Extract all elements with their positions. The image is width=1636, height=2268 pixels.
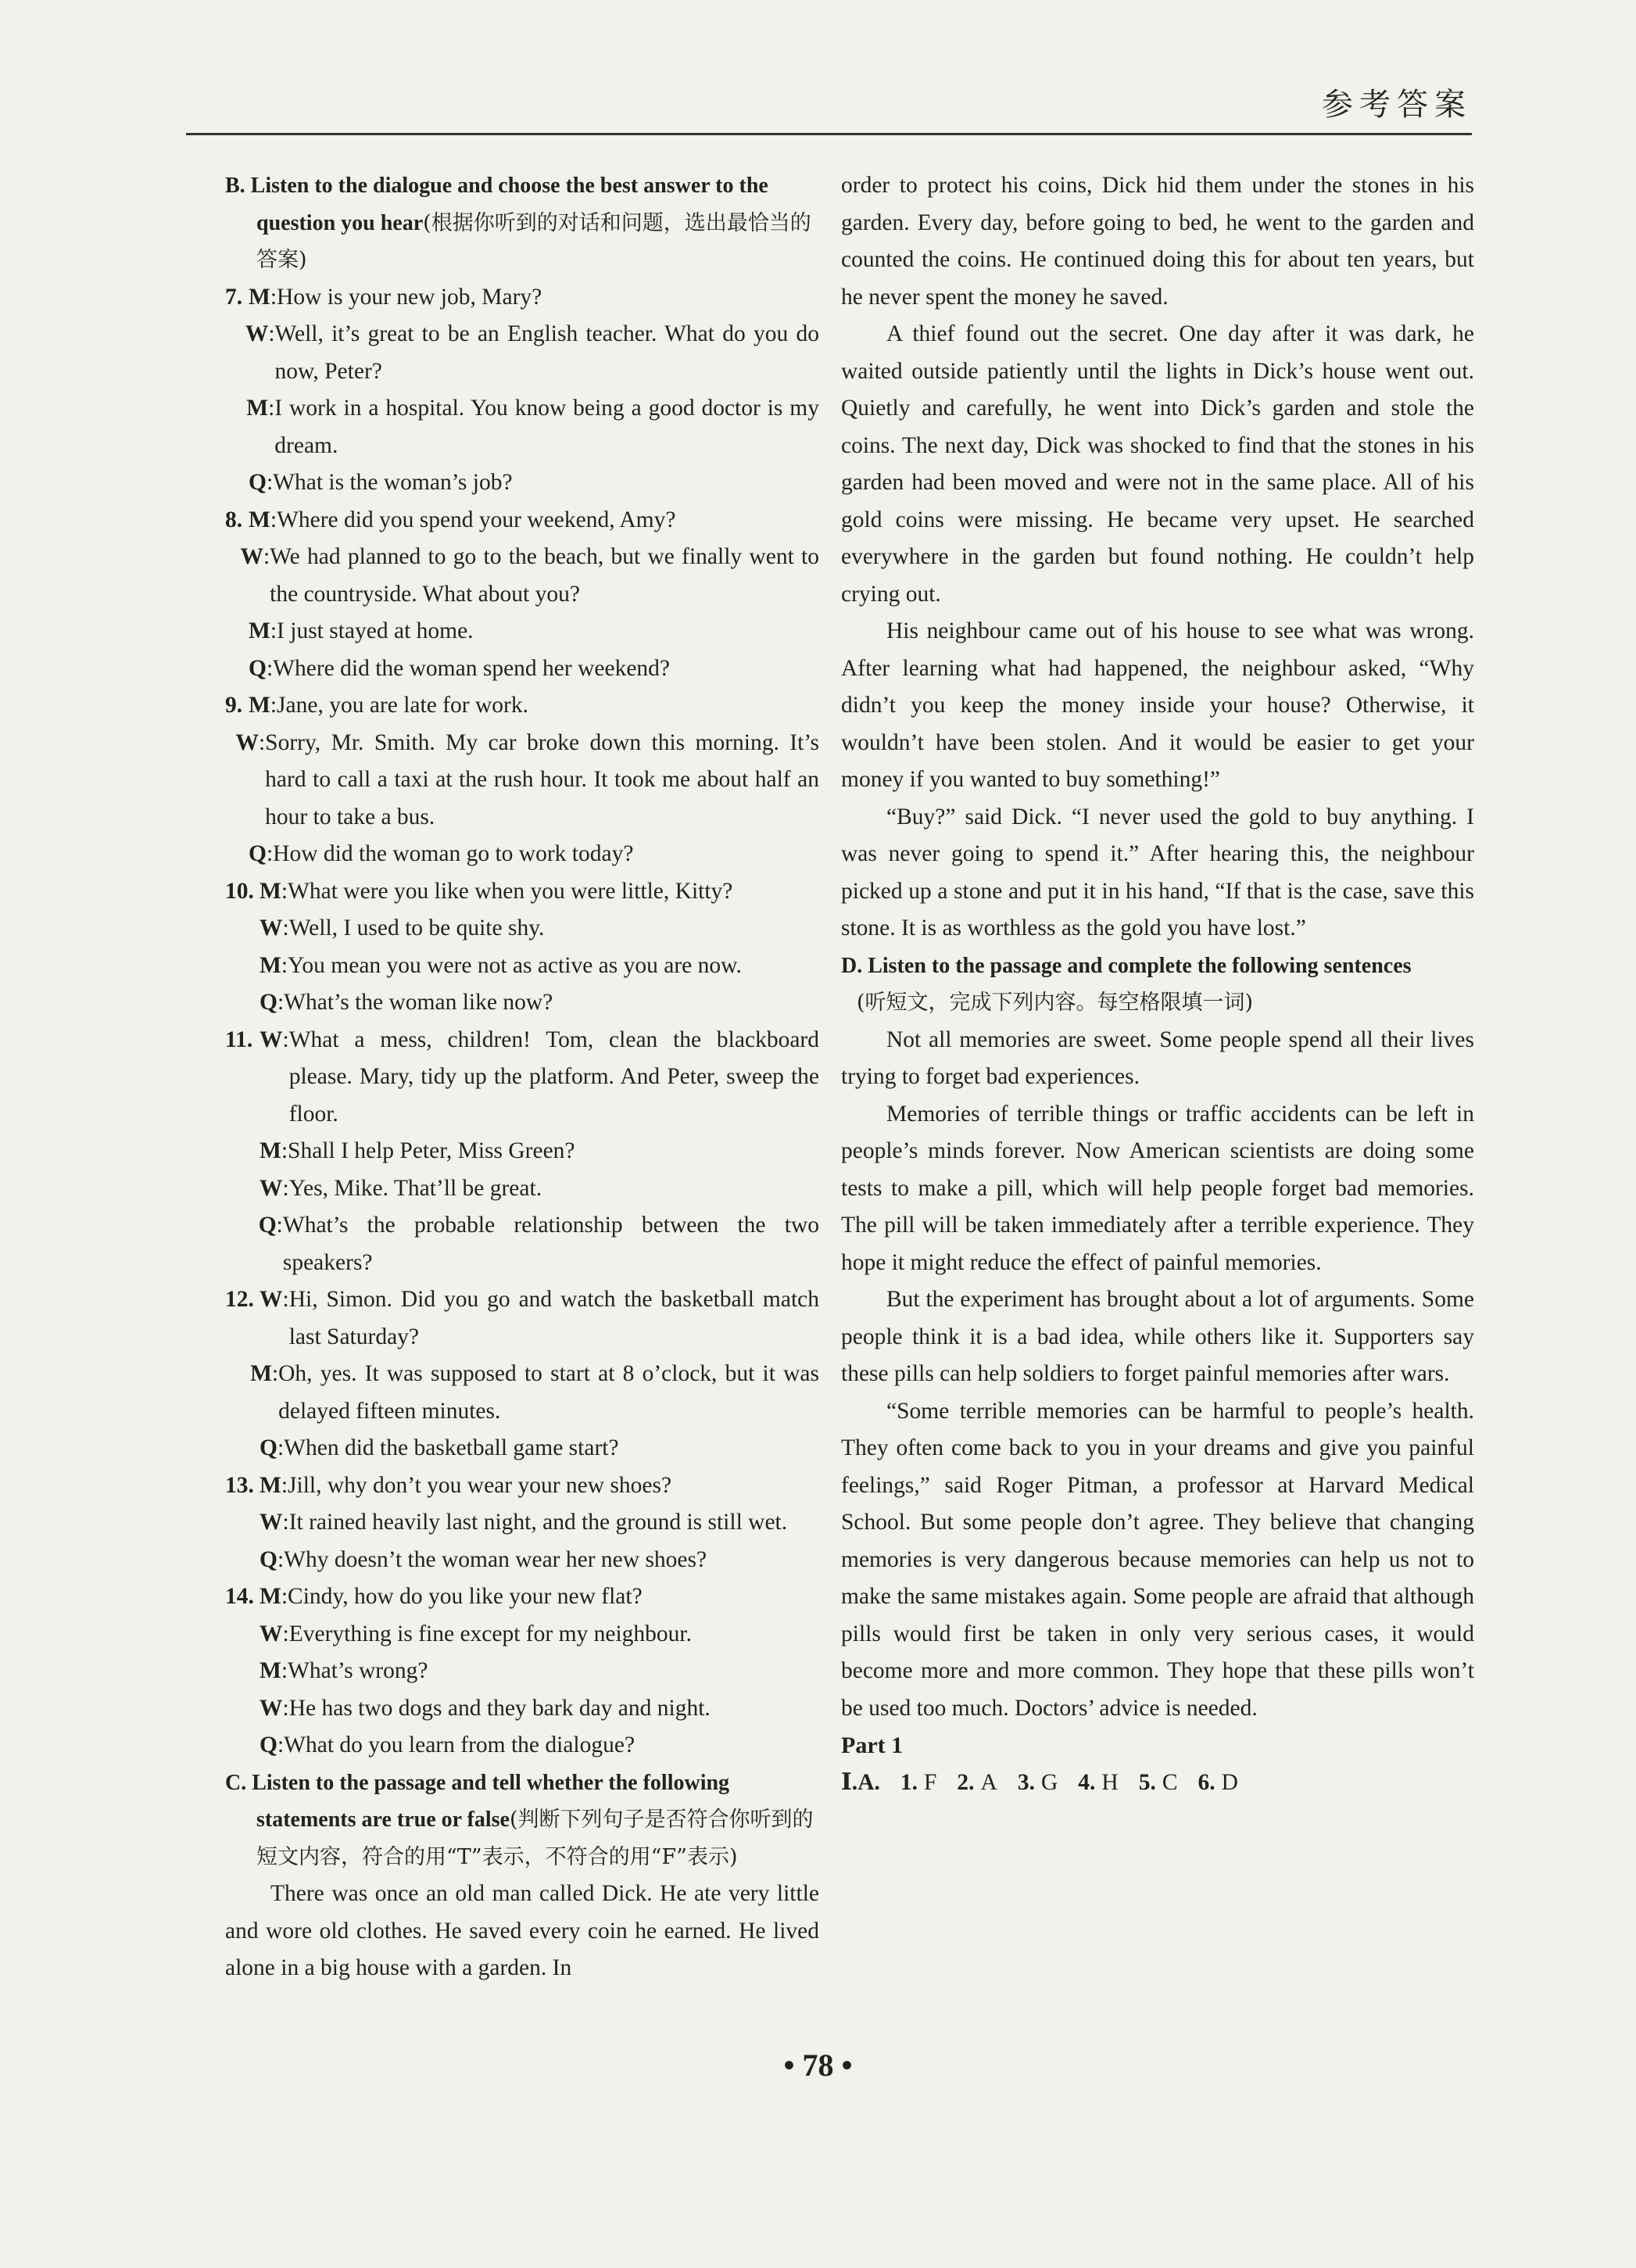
indent-spacer xyxy=(225,650,249,688)
dialogue-item xyxy=(225,1022,819,1282)
speaker-label: W : xyxy=(235,725,265,837)
answer-roman-numeral: Ⅰ. xyxy=(841,1769,858,1795)
dialogue-text: You mean you were not as active as you are now. xyxy=(288,952,742,978)
answer-value: G xyxy=(1040,1769,1058,1795)
dialogue-text: Shall I help Peter, Miss Green? xyxy=(288,1138,575,1163)
section-c-heading-text: C. Listen to the passage and tell whether the following statements are true or false xyxy=(225,1770,730,1832)
indent-spacer xyxy=(225,1133,260,1170)
dialogue-item xyxy=(225,1281,819,1467)
dialogue-text: Why doesn’t the woman wear her new shoes? xyxy=(284,1546,707,1572)
dialogue-line xyxy=(225,910,819,948)
dialogue-text: What a mess, children! Tom, clean the blackboard please. Mary, tidy up the platform. And Peter, sweep the floor. xyxy=(288,1027,819,1127)
dialogue-item xyxy=(225,1578,819,1765)
answer-item xyxy=(957,1765,997,1802)
indent-spacer xyxy=(225,1430,260,1467)
speaker-label: W : xyxy=(260,1281,289,1356)
answer-item xyxy=(1018,1765,1058,1802)
dialogue-line xyxy=(225,1281,819,1356)
dialogue-line xyxy=(225,1690,819,1728)
speaker-label: M : xyxy=(260,948,288,985)
dialogue-text: Oh, yes. It was supposed to start at 8 o’clock, but it was delayed fifteen minutes. xyxy=(278,1361,819,1424)
dialogue-text: Where did the woman spend her weekend? xyxy=(273,655,671,681)
dialogue-text: How is your new job, Mary? xyxy=(277,284,542,310)
dialogue-text: Everything is fine except for my neighbour. xyxy=(288,1621,693,1646)
answer-value: A xyxy=(980,1769,997,1795)
dialogue-line xyxy=(225,613,819,650)
dialogue-text: It rained heavily last night, and the ground is still wet. xyxy=(288,1510,788,1535)
dialogue-line xyxy=(225,1542,819,1579)
indent-spacer xyxy=(225,1207,259,1281)
passage-c-paragraph-1: There was once an old man called Dick. He ate very little and wore old clothes. He saved every coin he earned. He lived alone in a big house with a garden. In xyxy=(225,1881,819,1980)
left-column xyxy=(225,167,819,1987)
question-number: 7. xyxy=(225,284,243,310)
section-d-heading xyxy=(841,948,1474,1022)
page-number: • 78 • xyxy=(783,2048,853,2083)
indent-spacer xyxy=(225,1170,260,1208)
dialogue-item xyxy=(225,279,819,502)
dialogue-line xyxy=(225,1616,819,1654)
section-d-heading-text: D. Listen to the passage and complete the following sentences xyxy=(841,953,1412,978)
dialogue-text: What’s wrong? xyxy=(288,1658,428,1683)
answer-item xyxy=(1078,1765,1118,1802)
dialogue-item xyxy=(225,1467,819,1579)
speaker-label: M : xyxy=(260,1133,288,1170)
dialogue-text: What were you like when you were little, Kitty? xyxy=(288,878,733,904)
dialogue-text: I work in a hospital. You know being a good doctor is my dream. xyxy=(274,396,819,458)
answer-number: 1. xyxy=(900,1769,918,1795)
speaker-label: M : xyxy=(249,279,277,317)
right-column xyxy=(841,167,1474,1801)
dialogue-text: He has two dogs and they bark day and night. xyxy=(288,1695,711,1721)
dialogue-line xyxy=(225,1653,819,1690)
indent-spacer xyxy=(225,725,235,837)
indent-spacer xyxy=(225,316,245,390)
indent-spacer xyxy=(225,1727,260,1765)
indent-spacer xyxy=(225,464,249,502)
answer-value: H xyxy=(1101,1769,1119,1795)
dialogue-line xyxy=(225,1727,819,1765)
dialogue-text: Well, it’s great to be an English teacher. What do you do now, Peter? xyxy=(274,321,819,384)
dialogue-item xyxy=(225,502,819,688)
dialogue-line xyxy=(225,687,819,725)
dialogue-list xyxy=(225,279,819,1765)
speaker-label: Q : xyxy=(260,1542,284,1579)
dialogue-line xyxy=(225,390,819,464)
dialogue-line xyxy=(225,464,819,502)
indent-spacer xyxy=(225,613,249,650)
section-b-heading-text: B. Listen to the dialogue and choose the best answer to the question you hear xyxy=(225,174,768,235)
speaker-label: W : xyxy=(240,539,270,613)
dialogue-text: Jane, you are late for work. xyxy=(277,693,528,718)
section-c-heading-cn: (判断下列句子是否符合你听到的短文内容，符合的用“T”表示，不符合的用“F”表示) xyxy=(256,1808,814,1869)
answer-value: C xyxy=(1162,1769,1178,1795)
dialogue-text: Well, I used to be quite shy. xyxy=(288,915,545,941)
dialogue-line xyxy=(225,1467,819,1505)
dialogue-line xyxy=(225,725,819,837)
answer-item xyxy=(1139,1765,1178,1802)
dialogue-text: Yes, Mike. That’ll be great. xyxy=(288,1175,542,1201)
speaker-label: W : xyxy=(260,1690,289,1728)
indent-spacer xyxy=(225,910,260,948)
indent-spacer xyxy=(225,1653,260,1690)
speaker-label: W : xyxy=(260,910,289,948)
speaker-label: M : xyxy=(249,687,277,725)
dialogue-item xyxy=(225,873,819,1022)
speaker-label: W : xyxy=(260,1616,289,1654)
dialogue-line xyxy=(225,539,819,613)
dialogue-line xyxy=(225,1356,819,1430)
speaker-label: M : xyxy=(249,613,277,650)
dialogue-line xyxy=(225,873,819,911)
dialogue-text: Where did you spend your weekend, Amy? xyxy=(277,507,676,532)
speaker-label: W : xyxy=(245,316,275,390)
speaker-label: M : xyxy=(260,1467,288,1505)
passage-c-paragraph-2: A thief found out the secret. One day after it was dark, he waited outside patiently until the lights in Dick’s house went out. Quietly and carefully, he went into Dick’s garden and stole the coins. The next day, Dick was shocked to find that the stones in his garden had been moved and were not in the same place. All of his gold coins were missing. He became very upset. He searched everywhere in the garden but found nothing. He couldn’t help crying out. xyxy=(841,321,1474,607)
question-number: 11. xyxy=(225,1027,253,1052)
dialogue-line xyxy=(225,1504,819,1542)
dialogue-line xyxy=(225,502,819,539)
answer-item xyxy=(1198,1765,1238,1802)
passage-d-paragraph-4: “Some terrible memories can be harmful to people’s health. They often come back to you in your dreams and give you painful feelings,” said Roger Pitman, a professor at Harvard Medical School. But some people don’t agree. They believe that changing memories is very dangerous because memories can help us not to make the same mistakes again. Some people are afraid that although pills would first be taken in only very serious cases, it would become more and more common. They hope that these pills won’t be used too much. Doctors’ advice is needed. xyxy=(841,1398,1474,1721)
speaker-label: Q : xyxy=(249,650,273,688)
speaker-label: M : xyxy=(249,502,277,539)
speaker-label: Q : xyxy=(259,1207,283,1281)
dialogue-line xyxy=(225,984,819,1022)
part-label: Part 1 xyxy=(841,1732,904,1758)
speaker-label: M : xyxy=(260,873,288,911)
speaker-label: Q : xyxy=(260,1727,284,1765)
speaker-label: W : xyxy=(260,1022,289,1134)
dialogue-text: Jill, why don’t you wear your new shoes? xyxy=(288,1472,672,1498)
question-number: 9. xyxy=(225,693,243,718)
indent-spacer xyxy=(225,948,260,985)
dialogue-line xyxy=(225,1022,819,1134)
speaker-label: M : xyxy=(260,1653,288,1690)
section-d-heading-cn: (听短文，完成下列内容。每空格限填一词) xyxy=(857,991,1254,1015)
answer-value: D xyxy=(1221,1769,1238,1795)
dialogue-text: Cindy, how do you like your new flat? xyxy=(288,1584,643,1609)
indent-spacer xyxy=(225,1542,260,1579)
question-number: 8. xyxy=(225,507,243,532)
indent-spacer xyxy=(225,1356,250,1430)
speaker-label: W : xyxy=(260,1504,289,1542)
indent-spacer xyxy=(225,836,249,873)
dialogue-text: Sorry, Mr. Smith. My car broke down this morning. It’s hard to call a taxi at the rush hour. It took me about half an hour to take a bus. xyxy=(265,729,819,829)
passage-d-paragraph-2: Memories of terrible things or traffic accidents can be left in people’s minds forever. Now American scientists are doing some tests to make a pill, which will help people forget bad memories. The pill will be taken immediately after a terrible experience. They hope it might reduce the effect of painful memories. xyxy=(841,1101,1474,1275)
passage-c-paragraph-3: His neighbour came out of his house to see what was wrong. After learning what had happened, the neighbour asked, “Why didn’t you keep the money inside your house? Otherwise, it wouldn’t have been stolen. And it would be easier to get your money if you wanted to buy something!” xyxy=(841,618,1474,792)
dialogue-text: When did the basketball game start? xyxy=(284,1435,619,1460)
indent-spacer xyxy=(225,1690,260,1728)
speaker-label: M : xyxy=(246,390,274,464)
dialogue-text: I just stayed at home. xyxy=(277,618,474,643)
section-c-heading xyxy=(225,1765,819,1876)
passage-d-paragraph-3: But the experiment has brought about a lot of arguments. Some people think it is a bad idea, while others like it. Supporters say these pills can help soldiers to forget painful memories after wars. xyxy=(841,1287,1474,1386)
dialogue-text: What’s the woman like now? xyxy=(284,990,553,1015)
speaker-label: M : xyxy=(250,1356,278,1430)
indent-spacer xyxy=(225,1616,260,1654)
speaker-label: Q : xyxy=(249,464,273,502)
dialogue-line xyxy=(225,948,819,985)
dialogue-text: What’s the probable relationship between the two speakers? xyxy=(282,1213,819,1275)
dialogue-line xyxy=(225,1578,819,1616)
question-number: 10. xyxy=(225,878,254,904)
speaker-label: Q : xyxy=(260,984,284,1022)
indent-spacer xyxy=(225,539,240,613)
dialogue-text: We had planned to go to the beach, but we finally went to the countryside. What about you? xyxy=(270,544,819,607)
passage-c-paragraph-4: “Buy?” said Dick. “I never used the gold to buy anything. I was never going to spend it.” After hearing this, the neighbour picked up a stone and put it in his hand, “If that is the case, save this stone. It is as worthless as the gold you have lost.” xyxy=(841,804,1474,941)
dialogue-line xyxy=(225,316,819,390)
question-number: 14. xyxy=(225,1584,254,1609)
answer-item xyxy=(900,1765,937,1802)
answer-section-letter: A. xyxy=(857,1769,880,1795)
answer-key-row xyxy=(841,1765,1474,1802)
dialogue-line xyxy=(225,1170,819,1208)
answer-number: 3. xyxy=(1017,1769,1035,1795)
dialogue-text: What is the woman’s job? xyxy=(273,470,513,495)
dialogue-line xyxy=(225,1430,819,1467)
header-rule xyxy=(186,133,1472,135)
answer-value: F xyxy=(924,1769,937,1795)
dialogue-line xyxy=(225,1207,819,1281)
indent-spacer xyxy=(225,1504,260,1542)
dialogue-text: How did the woman go to work today? xyxy=(273,841,634,866)
dialogue-line xyxy=(225,650,819,688)
speaker-label: W : xyxy=(260,1170,289,1208)
dialogue-line xyxy=(225,836,819,873)
section-b-heading xyxy=(225,167,819,279)
question-number: 13. xyxy=(225,1472,254,1498)
answer-number: 5. xyxy=(1138,1769,1156,1795)
passage-c-paragraph-1-continued: order to protect his coins, Dick hid them under the stones in his garden. Every day, before going to bed, he went to the garden and counted the coins. He continued doing this for about ten years, but he never spent the money he saved. xyxy=(841,173,1474,310)
section-b-heading-cn: (根据你听到的对话和问题，选出最恰当的答案) xyxy=(256,210,811,272)
indent-spacer xyxy=(225,390,246,464)
answer-number: 4. xyxy=(1078,1769,1096,1795)
answer-number: 2. xyxy=(957,1769,975,1795)
answer-number: 6. xyxy=(1197,1769,1215,1795)
dialogue-item xyxy=(225,687,819,873)
question-number: 12. xyxy=(225,1287,254,1312)
dialogue-line xyxy=(225,1133,819,1170)
dialogue-line xyxy=(225,279,819,317)
indent-spacer xyxy=(225,984,260,1022)
speaker-label: Q : xyxy=(249,836,273,873)
dialogue-text: Hi, Simon. Did you go and watch the basketball match last Saturday? xyxy=(288,1287,819,1349)
page-header-title: 参考答案 xyxy=(1322,87,1472,123)
passage-d-paragraph-1: Not all memories are sweet. Some people spend all their lives trying to forget bad experiences. xyxy=(841,1027,1474,1089)
speaker-label: Q : xyxy=(260,1430,284,1467)
speaker-label: M : xyxy=(260,1578,288,1616)
dialogue-text: What do you learn from the dialogue? xyxy=(284,1732,635,1757)
